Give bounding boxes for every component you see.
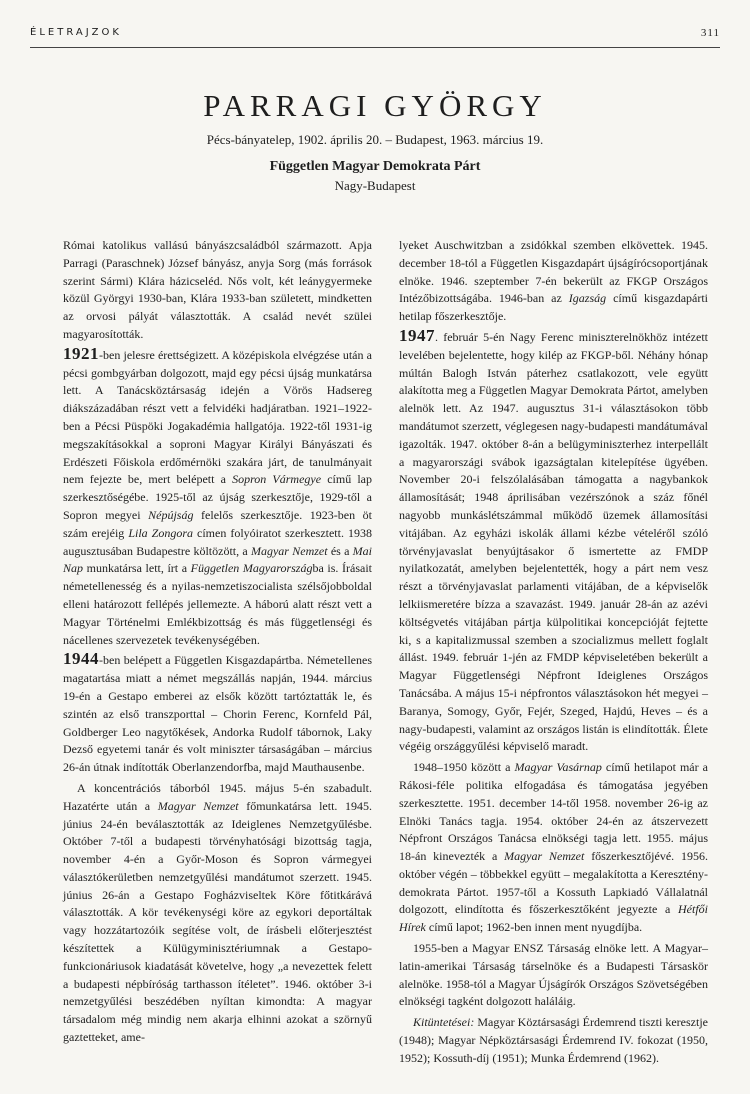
constituency: Nagy-Budapest [334,178,416,193]
right-column [399,237,708,1077]
paragraph-1947: 1947. február 5-én Nagy Ferenc miniszterelnökhöz intézett levelében bejelentette, hogy kilép az FKGP-ből. Néhány hónap múltán Balogh István páterhez csatlakozott, vele együtt alakította meg a Független Magyar Demokrata Pártot, amelyben alelnök lett. Az 1947. augusztus 31-i választásokon több mandátumot szerzett, véglegesen nagy-budapesti mandátumával igazolták. 1947. október 8-án a belügyminiszterhez interpellált a magyarországi svábok igazságtalan kitelepítése ügyében. November 20-i felszólalásában támogatta a nagybankok államosítását; 1948 áprilisában vezérszónok a száz főnél nagyobb munkáslétszámmal működő üzemek államosítási vitájában. Az egyházi iskolák állami kézbe vételéről szóló törvényjavaslat benyújtásakor ő ismertette az FMDP nyilatkozatát, amelyben bejelentették, hogy a párt nem vesz részt a törvényjavaslat parlamenti vitájában, de a képviselők lelkiismeretére bízza a szavazást. 1949. január 28-án az azévi költségvetés vitájában pártja külpolitikai koncepcióját fejtette ki, s a kapitalizmussal szemben a szocializmus mellett foglalt állást. 1949. február 1-jén az FMDP képviseletében bekerült a Magyar Függetlenségi Népfront Ideiglenes Országos Tanácsába. A május 15-i népfrontos választásokon hét megyei – Baranya, Somogy, Győr, Fejér, Szeged, Hajdú, Heves – és a nagy-budapesti, valamint az országos listán is elindították. Élete végéig országgyűlési képviselő maradt. [399,325,708,754]
year-marker: 1921 [63,343,99,363]
header-rule [30,47,720,48]
paragraph-1944: 1944-ben belépett a Független Kisgazdapártba. Németellenes magatartása miatt a német megszállás napján, 1944. március 19-én a Gestapo emberei az elsők között tartóztatták le, és szintén az első transzporttal – Chorin Ferenc, Kornfeld Pál, Goldberger Leo nagytőkések, Andorka Rudolf tábornok, Laky Dezső egyetemi tanár és volt miniszter társaságában – március 26-án útnak indították Oberlanzendorfba, majd Mauthausenbe. [63,649,372,775]
year-marker: 1947 [399,325,435,345]
section-title: ÉLETRAJZOK [30,27,122,38]
paragraph-1945: A koncentrációs táborból 1945. május 5-én szabadult. Hazatérte után a Magyar Nemzet főmunkatársa lett. 1945. június 24-én beválasztották az Ideiglenes Nemzetgyűlésbe. Október 7-től a budapesti törvényhatósági bizottság tagja, november 4-én a Győr-Moson és Sopron vármegyei választókerületben nemzetgyűlési mandátumot szerzett. 1945. június 26-án a Gestapo Fogházviseltek Köre főtitkárává választották. A kör tevékenységi köre az egykori deportáltak vagy hozzátartozóik segítése volt, de írásbeli előterjesztést készítettek a Külügyminisztériumnak a Gestapo-funkcionáriusok kiadatását követelve, hogy „a nevezettek felett a budapesti népbíróság tarthasson ítéletet”. 1946. október 3-i nemzetgyűlési beszédében nyíltan kimondta: A magyar társadalom még mindig nem akarja elhinni azokat a szörnyű gaztetteket, ame- [63,780,372,1045]
left-column [63,237,372,1077]
paragraph-1955: 1955-ben a Magyar ENSZ Társaság elnöke lett. A Magyar–latin-amerikai Társaság társelnöke és a Budapesti Társaskör alelnöke. 1958-tól a Magyar Újságírók Országos Szövetségében elnökségi tagként dolgozott haláláig. [399,941,708,1009]
paragraph-continued: lyeket Auschwitzban a zsidókkal szemben elkövettek. 1945. december 18-tól a Független Kisgazdapárt újságírócsoportjának elnöke. 1946. szeptember 7-én bekerült az FKGP Országos Intézőbizottságába. 1946-ban az Igazság című kisgazdapárti hetilap főszerkesztője. [399,238,709,324]
paragraph-1948: 1948–1950 között a Magyar Vasárnap című hetilapot már a Rákosi-féle politika elfogadása és támogatása jegyében szerkesztette. 1951. december 14-től 1958. november 26-ig az Elnöki Tanács tagja. 1954. október 24-én az átszervezett Népfront Országos Tanácsa elnökségi tagja lett. 1955. május 18-án kinevezték a Magyar Nemzet főszerkesztőjévé. 1956. október végén – többekkel együtt – megalakította a Kereszténydemokrata Pártot. 1957-től a Kossuth Lapkiadó Vállalatnál dolgozott, elindította és főszerkesztőként jegyezte a Hétfői Hírek című lapot; 1962-ben innen ment nyugdíjba. [399,760,709,935]
body-columns [63,237,708,1077]
life-dates: Pécs-bányatelep, 1902. április 20. – Budapest, 1963. március 19. [206,132,544,147]
title-block [0,88,750,194]
paragraph-origins: Római katolikus vallású bányászcsaládból származott. Apja Parragi (Paraschnek) József bányász, anyja Sorg (más források szerint Sármi) Klára házicseléd. Nős volt, két leánygyermeke közül Györgyi 1930-ban, Klára 1933-ban született, mindketten az orvosi pályát választották. A család nevét szülei magyarosították. [63,238,372,341]
paragraph-1921: 1921-ben jelesre érettségizett. A középiskola elvégzése után a pécsi gombgyárban dolgozott, majd egy pécsi újság munkatársa lett. A Tanácsköztársaság idején a Vörös Hadsereg diákszázadában részt vett a felvidéki hadjáratban. 1921–1922-ben a Pécsi Püspöki Jogakadémia hallgatója. 1922-től 1931-ig megszakításokkal a soproni Magyar Királyi Bányászati és Erdészeti Főiskola erdőmérnöki szakára járt, de tanulmányait nem fejezte be, mert belépett a Sopron Vármegye című lap szerkesztőségébe. 1925-től az újság szerkesztője, 1929-től a Sopron megyei Népújság felelős szerkesztője. 1923-ben öt szám erejéig Lila Zongora címen folyóiratot szerkesztett. 1938 augusztusában Budapestre költözött, a Magyar Nemzet és a Mai Nap munkatársa lett, írt a Független Magyarországba is. Írásait németellenesség és a nyilas-nemzetiszocialista szélsőjobboldal elleni határozott fellépés jellemezte. A háború alatt részt vett a Magyar Történelmi Emlékbizottság és más függetlenségi és nácellenes szervezetek tevékenységében. [63,343,372,647]
year-marker: 1944 [63,649,99,669]
person-name: PARRAGI GYÖRGY [203,88,547,123]
running-header [30,27,720,43]
party-name: Független Magyar Demokrata Párt [269,159,481,174]
paragraph-awards: Kitüntetései: Magyar Köztársasági Érdemrend tiszti keresztje (1948); Magyar Népköztársasági Érdemrend IV. fokozat (1950, 1952); Kossuth-díj (1951); Munka Érdemrend (1962). [399,1015,708,1065]
page-number: 311 [700,27,720,39]
